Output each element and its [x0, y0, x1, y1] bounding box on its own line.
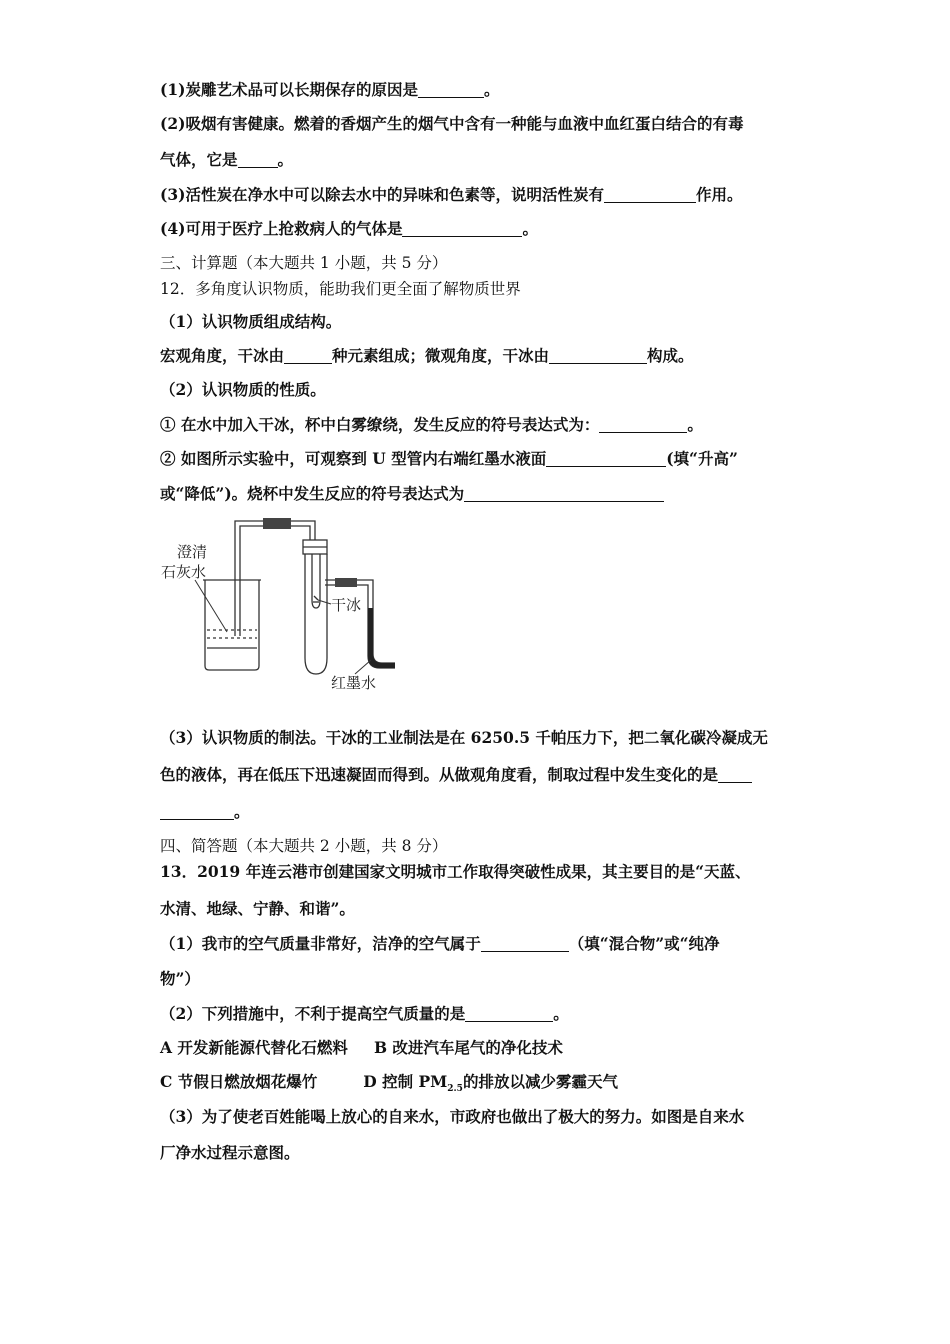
option-a[interactable]: A 开发新能源代替化石燃料 — [160, 1038, 348, 1057]
q11-part2-line1: (2)吸烟有害健康。燃着的香烟产生的烟气中含有一种能与血液中血红蛋白结合的有毒 — [160, 114, 744, 133]
q12-stem: 12．多角度认识物质，能助我们更全面了解物质世界 — [160, 280, 521, 298]
answer-blank[interactable] — [549, 348, 647, 365]
q13-part1-line2: 物”） — [160, 969, 200, 988]
q13-part3-line1: （3）为了使老百姓能喝上放心的自来水，市政府也做出了极大的努力。如图是自来水 — [160, 1107, 745, 1126]
q12-part2-q2-line2: 或“降低”)。烧杯中发生反应的符号表达式为 — [160, 482, 664, 504]
q12-part2-q1: ① 在水中加入干冰，杯中白雾缭绕，发生反应的符号表达式为： 。 — [160, 415, 703, 434]
q12-part3-line3: 。 — [160, 800, 250, 822]
answer-blank[interactable] — [402, 221, 522, 238]
answer-blank[interactable] — [418, 82, 484, 99]
answer-blank[interactable] — [546, 451, 666, 468]
q11-part2-line2: 气体，它是 。 — [160, 150, 294, 169]
answer-blank[interactable] — [481, 936, 569, 953]
q13-part3-line2: 厂净水过程示意图。 — [160, 1143, 300, 1162]
option-d[interactable]: D 控制 $PM_{2.5}$的排放以减少雾霾天气 — [363, 1072, 618, 1095]
option-row-2 — [160, 1070, 618, 1094]
answer-blank[interactable] — [718, 767, 752, 784]
experiment-figure — [155, 508, 395, 698]
answer-blank[interactable] — [599, 417, 687, 434]
section-4-heading: 四、简答题（本大题共 2 小题，共 8 分） — [160, 837, 448, 855]
answer-blank[interactable] — [284, 348, 332, 365]
q11-part4: (4)可用于医疗上抢救病人的气体是 。 — [160, 219, 538, 238]
answer-blank[interactable] — [604, 187, 696, 204]
label-red-ink: 红墨水 — [331, 674, 377, 692]
q11-part3: (3)活性炭在净水中可以除去水中的异味和色素等，说明活性炭有 作用。 — [160, 185, 743, 204]
q12-part2-q2-line1: ② 如图所示实验中，可观察到 U 型管内右端红墨水液面 (填“升高” — [160, 449, 738, 468]
q11-part1: (1)炭雕艺术品可以长期保存的原因是 。 — [160, 80, 500, 99]
q12-part3-line1: （3）认识物质的制法。干冰的工业制法是在 6250.5 千帕压力下，把二氧化碳冷凝成无 — [160, 728, 768, 747]
answer-blank[interactable] — [464, 486, 664, 503]
label-dry-ice: 干冰 — [331, 596, 362, 614]
answer-blank[interactable] — [160, 804, 234, 821]
label-limewater-line2: 石灰水 — [161, 563, 207, 581]
option-b[interactable]: B 改进汽车尾气的净化技术 — [373, 1038, 563, 1057]
answer-blank[interactable] — [238, 152, 278, 169]
q13-part2-question: （2）下列措施中，不利于提高空气质量的是 。 — [160, 1004, 569, 1023]
option-c[interactable]: C 节假日燃放烟花爆竹 — [160, 1072, 318, 1091]
q12-part1-heading: （1）认识物质组成结构。 — [160, 312, 342, 331]
label-limewater-line1: 澄清 — [177, 543, 208, 561]
q12-part2-heading: （2）认识物质的性质。 — [160, 380, 326, 399]
q13-stem-line1: 13．2019 年连云港市创建国家文明城市工作取得突破性成果，其主要目的是“天蓝、 — [160, 862, 751, 881]
q13-stem-line2: 水清、地绿、宁静、和谐”。 — [160, 899, 355, 918]
option-row-1 — [160, 1036, 563, 1058]
q13-part1-line1: （1）我市的空气质量非常好，洁净的空气属于 （填“混合物”或“纯净 — [160, 934, 720, 953]
q12-part3-line2: 色的液体，再在低压下迅速凝固而得到。从做观角度看，制取过程中发生变化的是 — [160, 763, 752, 785]
q12-part1-question: 宏观角度，干冰由 种元素组成；微观角度，干冰由 构成。 — [160, 346, 694, 365]
section-3-heading: 三、计算题（本大题共 1 小题，共 5 分） — [160, 254, 448, 272]
answer-blank[interactable] — [465, 1006, 553, 1023]
